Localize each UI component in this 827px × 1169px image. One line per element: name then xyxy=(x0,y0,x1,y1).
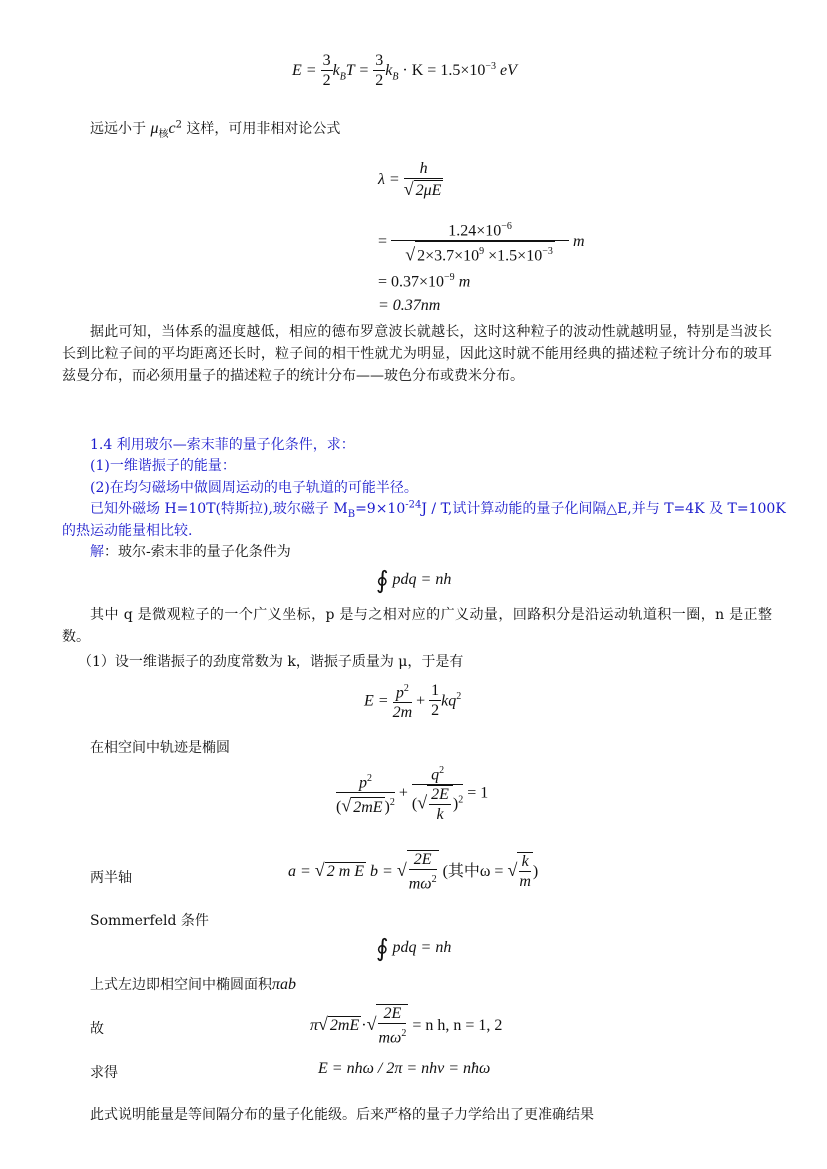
fraction-p2 xyxy=(336,770,395,818)
frac-num xyxy=(391,218,569,241)
problem-title: 1.4 利用玻尔—索末菲的量子化条件，求： xyxy=(90,437,355,453)
frac-num: h xyxy=(404,160,444,179)
problem-q2: (2)在均匀磁场中做圆周运动的电子轨道的可能半径。 xyxy=(90,480,418,496)
frac-num: $p^2$ xyxy=(336,770,395,793)
frac-den: 2 xyxy=(322,72,331,89)
a-root: 2 m E xyxy=(326,862,365,880)
solution-intro xyxy=(90,541,291,561)
num-base: 1.24×10 xyxy=(448,222,502,240)
solution-label: 解 xyxy=(90,544,104,560)
contour-integral-icon: ∮ xyxy=(376,568,389,594)
line3-unit: m xyxy=(454,273,471,291)
b-lhs: b = xyxy=(370,862,393,880)
sqrt-content: 2μE xyxy=(415,182,442,199)
den-exp: 9 xyxy=(479,246,485,258)
equation-contour-integral xyxy=(376,566,451,595)
gu-rhs: = n h, n = 1, 2 xyxy=(412,1016,503,1034)
paragraph-coordinates: 其中 q 是微观粒子的一个广义坐标，p 是与之相对应的广义动量，回路积分是沿运动轨道积一圈，n 是正整数。 xyxy=(62,607,772,645)
T-symbol: T = xyxy=(345,62,370,80)
equation-thermal-energy xyxy=(292,52,517,92)
label-semi-axis: 两半轴 xyxy=(90,870,132,886)
gu-root: 2mE xyxy=(329,1016,360,1034)
equation-contour-integral-2 xyxy=(376,934,451,963)
omega-fraction: $\frac{k}{m}$ xyxy=(519,853,531,891)
fraction-q2 xyxy=(412,762,463,825)
contour-integral-icon-2: ∮ xyxy=(376,936,389,962)
label-qiude: 求得 xyxy=(90,1065,118,1081)
c-symbol: c xyxy=(168,120,176,137)
frac-num: 1 xyxy=(431,682,440,700)
eq-unit: eV xyxy=(496,62,517,80)
equation-qiude: E = nhω / 2π = nhν = nħω xyxy=(318,1060,491,1077)
ellipse-rhs: = 1 xyxy=(467,784,489,802)
fraction-h-over-root xyxy=(404,160,444,201)
c-exp: 2 xyxy=(175,119,182,131)
pdq-eq: pdq = nh xyxy=(392,571,452,589)
equation-energy xyxy=(364,680,461,723)
unit-m: m xyxy=(573,233,585,250)
gu-fraction: $\frac{2E}{m\omega^2}$ xyxy=(378,1005,407,1047)
kq-exp: 2 xyxy=(456,691,462,703)
frac-num: 3 xyxy=(375,52,384,69)
plus-sign: + xyxy=(416,692,426,710)
line4: = 0.37nm xyxy=(378,297,441,314)
q3-a: 已知外磁场 H=10T(特斯拉),玻尔磁子 M xyxy=(90,501,348,517)
lambda-lhs: λ = xyxy=(378,171,400,189)
problem-q3-cont: 的热运动能量相比较. xyxy=(62,523,193,539)
k-subscript: B xyxy=(339,71,346,83)
text-mu-line xyxy=(90,118,340,140)
equation-lambda xyxy=(378,160,443,201)
num-exp: −6 xyxy=(501,221,512,232)
text-ellipse-area xyxy=(90,974,296,994)
paragraph-oscillator: （1）设一维谐振子的劲度常数为 k，谐振子质量为 μ，于是有 xyxy=(78,654,464,670)
fraction-three-halves xyxy=(321,52,333,91)
pi-symbol: π xyxy=(310,1016,319,1034)
frac-den: 2 xyxy=(375,72,384,89)
frac-num: 3 xyxy=(322,52,331,69)
mu-line-pre: 远远小于 xyxy=(90,121,146,137)
frac-num: $q^2$ xyxy=(412,762,463,785)
sqrt-content xyxy=(415,241,555,266)
paragraph-debroglie: 据此可知，当体系的温度越低，相应的德布罗意波长就越长，这时这种粒子的波动性就越明显，特别是当波长长到比粒子间的平均距离还长时，粒子间的相干性就尤为明显，因此这时就不能用经典的描述粒子统计分布的玻耳兹曼分布，而必须用量子的描述粒子的统计分布——玻色分布或费米分布。 xyxy=(62,324,772,384)
equation-lambda-final xyxy=(378,297,440,315)
fraction-three-halves-2 xyxy=(373,52,385,91)
frac-den: 2 xyxy=(431,702,440,720)
den-base: 2×3.7×10 xyxy=(417,247,480,265)
eq-lhs: E = xyxy=(292,62,317,80)
omega-def: (其中ω = xyxy=(442,862,504,880)
q3-sub: B xyxy=(347,508,356,520)
eq-rhs-exp: −3 xyxy=(485,60,496,72)
equation-ellipse: $\frac{p^2}{(√ 2mE )^2}$ + $q^2$ (√ $\frac{2E}{k}$ )$^2$ = 1 xyxy=(336,762,488,825)
problem-q1: (1)一维谐振子的能量： xyxy=(90,458,236,474)
line3: = 0.37×10 xyxy=(378,273,445,291)
q3-b: =9×10 xyxy=(355,501,406,517)
frac-den: (√ $\frac{2E}{k}$ )$^2$ xyxy=(411,786,464,824)
eq-rhs: · K = 1.5×10 xyxy=(402,62,486,80)
text-sommerfeld: Sommerfeld 条件 xyxy=(90,913,209,929)
pdq-eq-2: pdq = nh xyxy=(392,939,452,957)
E-lhs: E = xyxy=(364,692,389,710)
paragraph-final: 此式说明能量是等间隔分布的量子化能级。后来严格的量子力学给出了更准确结果 xyxy=(90,1107,594,1123)
eq-sign: = xyxy=(378,233,388,250)
den-exp-2: −3 xyxy=(542,246,553,258)
area-text: 上式左边即相空间中椭圆面积 xyxy=(90,977,272,993)
equation-lambda-result xyxy=(378,272,470,291)
a-lhs: a = xyxy=(288,862,311,880)
omega-close: ) xyxy=(532,862,539,880)
k-symbol: k xyxy=(332,62,340,80)
k-symbol-2: k xyxy=(385,62,393,80)
equation-gu: π√ 2mE ·√ $\frac{2E}{m\omega^2}$ = n h, n = 1, 2 xyxy=(310,1005,503,1047)
b-fraction: $\frac{2E}{m\omega^2}$ xyxy=(408,851,437,893)
frac-den: √ $2\times 3.7\times 10^9 \times 1.5\times 10^{-3}$ xyxy=(391,241,569,266)
mu-subscript: 核 xyxy=(158,128,169,140)
frac-den: (√ 2mE )$^2$ xyxy=(336,795,395,816)
mu-symbol: μ xyxy=(150,120,159,137)
text-ellipse: 在相空间中轨迹是椭圆 xyxy=(90,740,230,756)
frac-den: 2m xyxy=(392,704,413,722)
pi-ab: πab xyxy=(272,976,297,993)
equation-lambda-numeric xyxy=(378,218,585,267)
q3-exp: -24 xyxy=(405,499,422,511)
equation-semi-axes: a = √ 2 m E b = √ $\frac{2E}{m\omega^2}$ (其中ω = √ $\frac{k}{m}$ ) xyxy=(288,851,539,893)
den-base-2: ×1.5×10 xyxy=(484,247,543,265)
problem-q3 xyxy=(90,498,786,520)
label-gu: 故 xyxy=(90,1021,104,1037)
q3-c: J / T,试计算动能的量子化间隔△E,并与 T=4K 及 T=100K xyxy=(421,501,786,517)
fraction-p2-2m xyxy=(393,680,413,723)
k-subscript-2: B xyxy=(392,71,399,83)
fraction-numeric xyxy=(391,218,569,267)
frac-num: $p^2$ xyxy=(393,680,413,703)
mu-line-post: 这样，可用非相对论公式 xyxy=(186,121,341,137)
fraction-one-half xyxy=(429,682,441,721)
line3-exp: −9 xyxy=(444,272,455,283)
kq: kq xyxy=(441,692,457,710)
solution-text: ：玻尔-索末非的量子化条件为 xyxy=(104,544,291,560)
frac-den: √ 2μE xyxy=(403,179,442,199)
